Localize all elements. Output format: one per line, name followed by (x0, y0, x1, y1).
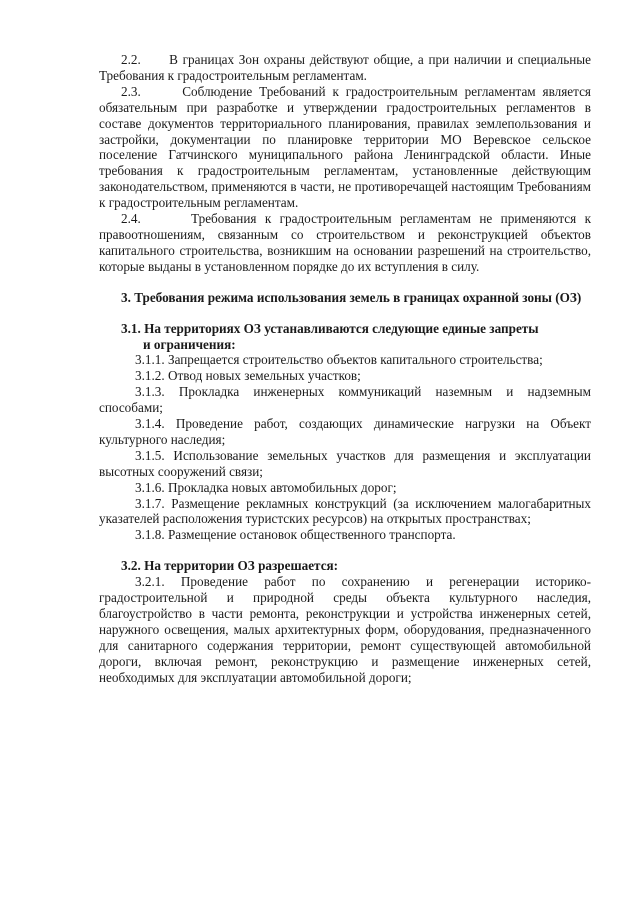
section-3-2-heading: 3.2. На территории ОЗ разрешается: (121, 558, 339, 574)
spacer (99, 275, 591, 290)
list-item-3-1-6: 3.1.6. Прокладка новых автомобильных дорог; (135, 479, 397, 495)
section-3-1-heading-line2: и ограничения: (143, 336, 236, 352)
list-item-3-1-4: 3.1.4. Проведение работ, создающих динамические нагрузки на Объект культурного наследия; (99, 416, 591, 447)
paragraph-2-3: 2.3. Соблюдение Требований к градостроительным регламентам является обязательным при разработке и утверждении градостроительных регламентов в составе документов территориального планирования, правилах землепользования и застройки, документации по планировке территории МО Веревское сельское поселение Гатчинского муниципального района Ленинградской области. Иные требования к градостроительным регламентам, установленные действующим законодательством, применяются в части, не противоречащей настоящим Требованиям к градостроительным регламентам. (99, 83, 591, 211)
list-item-3-1-1: 3.1.1. Запрещается строительство объектов капитального строительства; (135, 352, 543, 368)
list-item-3-1-8: 3.1.8. Размещение остановок общественного транспорта. (135, 527, 456, 543)
section-3-1-heading (99, 321, 591, 353)
document-body (99, 52, 591, 686)
list-item-3-1-5: 3.1.5. Использование земельных участков для размещения и эксплуатации высотных сооружений связи; (99, 447, 591, 479)
paragraph-2-2: 2.2. В границах Зон охраны действуют общие, а при наличии и специальные Требования к градостроительным регламентам. (99, 52, 591, 83)
list-item-3-1-2: 3.1.2. Отвод новых земельных участков; (135, 368, 361, 384)
section-3-heading: 3. Требования режима использования земель в границах охранной зоны (ОЗ) (121, 289, 582, 305)
list-item-3-1-3: 3.1.3. Прокладка инженерных коммуникаций наземным и надземным способами; (99, 384, 591, 416)
spacer (99, 543, 591, 558)
spacer (99, 306, 591, 321)
paragraph-2-4: 2.4. Требования к градостроительным регламентам не применяются к правоотношениям, связанным со строительством и реконструкцией объектов капитального строительства, возникшим на основании разрешений на строительство, которые выданы в установленном порядке до их вступления в силу. (99, 211, 591, 274)
section-3-1-heading-line1: 3.1. На территориях ОЗ устанавливаются следующие единые запреты (121, 320, 539, 336)
list-item-3-1-7: 3.1.7. Размещение рекламных конструкций (за исключением малогабаритных указателей расположения туристских ресурсов) на открытых пространствах; (99, 495, 591, 527)
list-item-3-2-1: 3.2.1. Проведение работ по сохранению и регенерации историко-градостроительной и природной среды объекта культурного наследия, благоустройство в части ремонта, реконструкции и устройства инженерных сетей, наружного освещения, малых архитектурных форм, оборудования, предназначенного для санитарного содержания территории, ремонт существующей автомобильной дороги, включая ремонт, реконструкцию и размещение инженерных сетей, необходимых для эксплуатации автомобильной дороги; (99, 574, 591, 685)
